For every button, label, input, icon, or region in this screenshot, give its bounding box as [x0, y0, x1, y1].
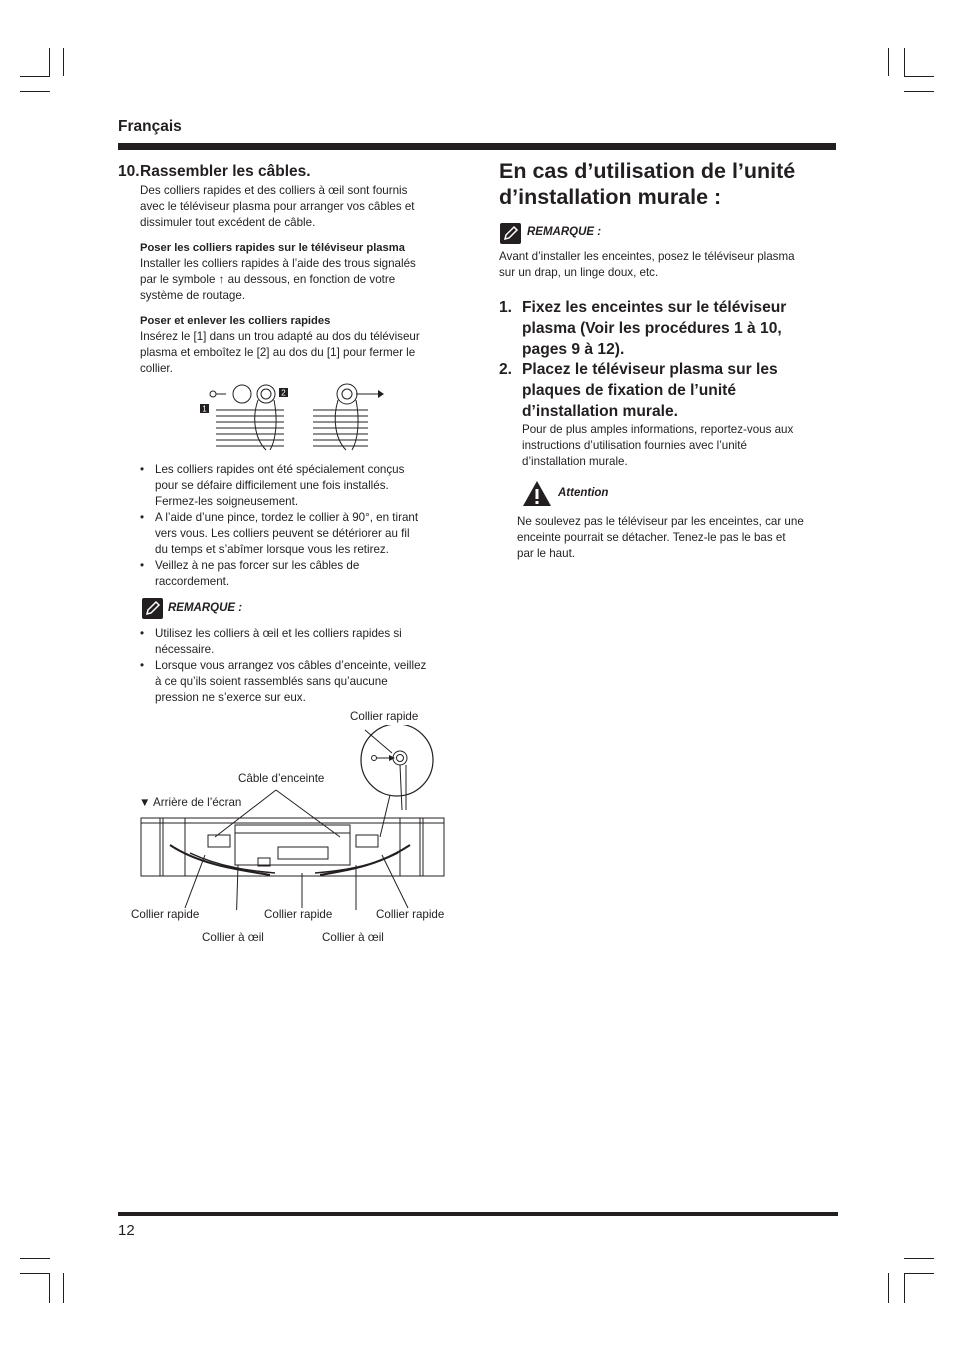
header-rule [118, 143, 836, 150]
text-line: dissimuler tout excédent de câble. [140, 216, 316, 229]
page-number: 12 [118, 1222, 135, 1239]
subheading-install: Poser les colliers rapides sur le téléviseur plasma [140, 242, 405, 254]
marker-1: 1 [202, 404, 207, 414]
text-line: nécessaire. [155, 643, 215, 656]
text-line: d’installation murale. [522, 455, 628, 468]
section-title [118, 163, 311, 181]
text-line: système de routage. [140, 289, 246, 302]
step-line: Fixez les enceintes sur le téléviseur [522, 299, 787, 316]
text-line: Installer les colliers rapides à l’aide des trous signalés [140, 257, 416, 270]
subheading-attach: Poser et enlever les colliers rapides [140, 315, 331, 327]
text-line: vers vous. Les colliers peuvent se détériorer au fil [155, 527, 410, 540]
text-line: Fermez-les soigneusement. [155, 495, 299, 508]
footer-rule [118, 1212, 838, 1216]
step-2-paragraph [522, 422, 793, 470]
attention-label: Attention [558, 487, 609, 499]
title-line: d’installation murale : [499, 185, 722, 209]
list-item [140, 558, 460, 590]
text-line: avec le téléviseur plasma pour arranger vos câbles et [140, 200, 415, 213]
step-1 [499, 297, 839, 360]
language-label: Français [118, 118, 182, 135]
rear-label: ▼ Arrière de l’écran [139, 796, 242, 809]
text-line: Insérez le [1] dans un trou adapté au dos du téléviseur [140, 330, 420, 343]
marker-2: 2 [281, 388, 286, 398]
note-label: REMARQUE : [168, 602, 243, 614]
text-line: collier. [140, 362, 173, 375]
clamp-attach-figure [196, 380, 386, 452]
section-title-text: Rassembler les câbles. [140, 163, 311, 180]
text-line: à ce qu’ils soient rassemblés sans qu’aucune [155, 675, 388, 688]
text-line: • A l’aide d’une pince, tordez le collier à 90°, en tirant [155, 511, 419, 524]
step-line: plaques de fixation de l’unité [522, 382, 737, 399]
list-item [140, 626, 460, 658]
eye-label-right: Collier à œil [322, 931, 384, 944]
note-pencil-icon [142, 598, 163, 619]
title-line: En cas d’utilisation de l’unité [499, 159, 796, 183]
attach-paragraph [140, 329, 420, 377]
text-line: plasma et emboîtez le [2] au dos du [1] pour fermer le [140, 346, 416, 359]
text-line: instructions d’utilisation fournies avec l’unité [522, 439, 747, 452]
bottom-label-left: Collier rapide [131, 908, 200, 921]
text-line: pression ne s’exerce sur eux. [155, 691, 306, 704]
text-line: par le symbole ↑ au dessous, en fonction de votre [140, 273, 396, 286]
step-number: 1. [499, 299, 513, 316]
text-line: Pour de plus amples informations, reportez-vous aux [522, 423, 794, 436]
text-line: • Utilisez les colliers à œil et les colliers rapides si [155, 627, 402, 640]
intro-paragraph [140, 183, 415, 231]
text-line: Ne soulevez pas le téléviseur par les enceintes, car une [517, 515, 804, 528]
step-line: d’installation murale. [522, 403, 678, 420]
text-line: par le haut. [517, 547, 576, 560]
bottom-label-center: Collier rapide [264, 908, 333, 921]
text-line: • Lorsque vous arrangez vos câbles d’enceinte, veillez [155, 659, 427, 672]
tips-list [140, 462, 460, 590]
text-line: • Les colliers rapides ont été spécialement conçus [155, 463, 405, 476]
text-line: Des colliers rapides et des colliers à œil sont fournis [140, 184, 408, 197]
text-line: Avant d’installer les enceintes, posez le téléviseur plasma [499, 250, 795, 263]
section-number: 10. [118, 163, 140, 180]
list-item [140, 658, 460, 706]
attention-paragraph [517, 514, 804, 562]
step-line: plasma (Voir les procédures 1 à 10, [522, 320, 782, 337]
install-paragraph [140, 256, 416, 304]
step-number: 2. [499, 361, 513, 378]
step-line: pages 9 à 12). [522, 341, 625, 358]
note-pencil-icon [500, 223, 521, 244]
step-2 [499, 359, 839, 422]
page-title [499, 158, 795, 210]
callout-label: Collier rapide [350, 710, 419, 723]
text-line: raccordement. [155, 575, 230, 588]
list-item [140, 510, 460, 558]
eye-label-left: Collier à œil [202, 931, 264, 944]
list-item [140, 462, 460, 510]
bottom-label-right: Collier rapide [376, 908, 445, 921]
text-line: du temps et s’abîmer lorsque vous les retirez. [155, 543, 389, 556]
note-paragraph [499, 249, 795, 281]
note-label: REMARQUE : [527, 226, 602, 238]
rear-screen-diagram [130, 725, 460, 910]
warning-icon [522, 480, 552, 507]
note-list [140, 626, 460, 706]
text-line: pour se défaire difficilement une fois installés. [155, 479, 389, 492]
text-line: sur un drap, un linge doux, etc. [499, 266, 659, 279]
text-line: enceinte pourrait se détacher. Tenez-le pas le bas et [517, 531, 786, 544]
cable-label: Câble d’enceinte [238, 772, 325, 785]
text-line: • Veillez à ne pas forcer sur les câbles de [155, 559, 360, 572]
step-line: Placez le téléviseur plasma sur les [522, 361, 778, 378]
